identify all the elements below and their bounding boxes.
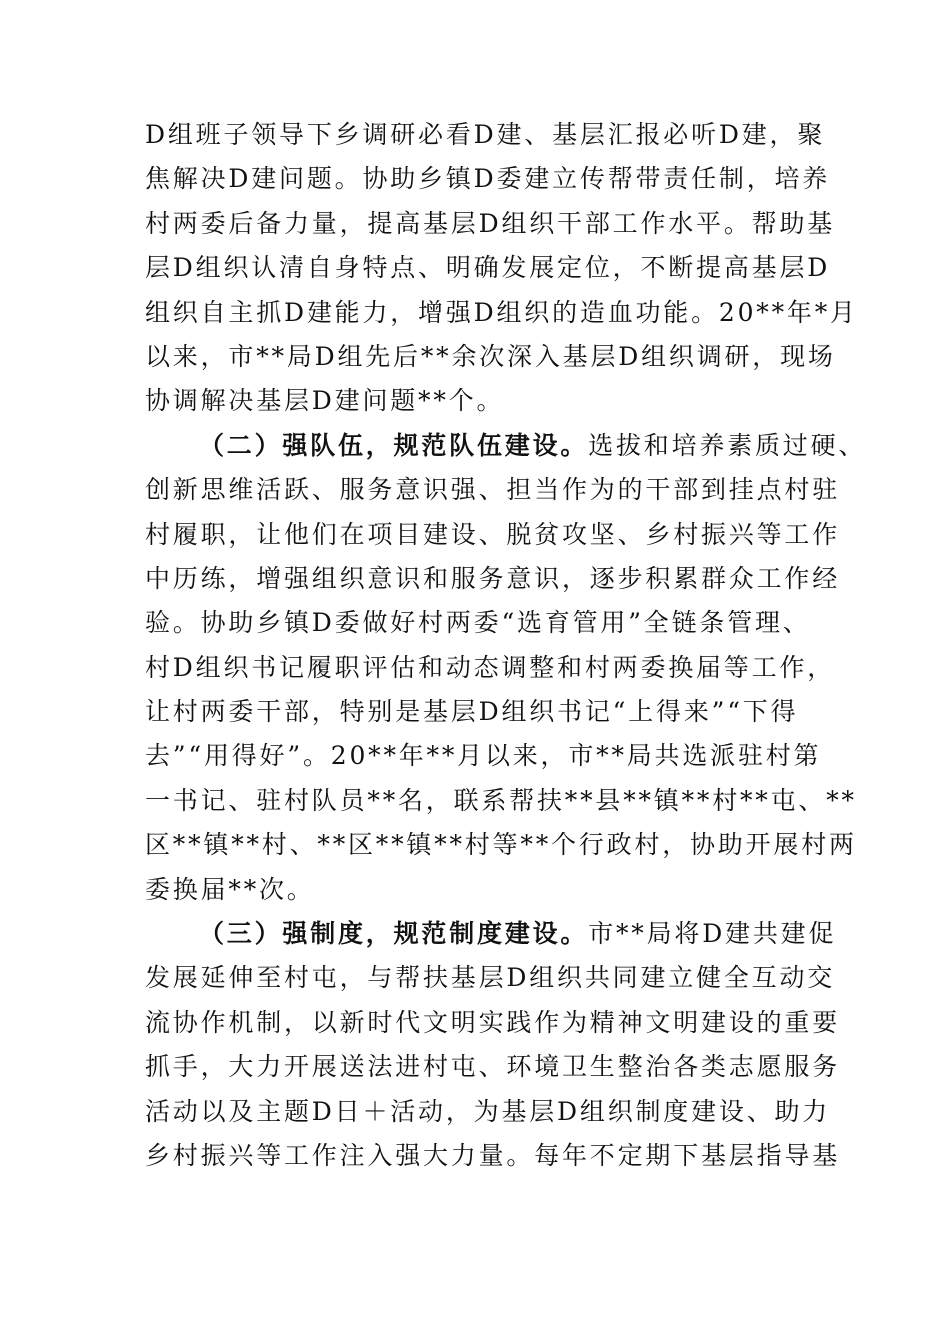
paragraph-line: D组班子领导下乡调研必看D建、基层汇报必听D建，聚 <box>145 120 826 149</box>
paragraph-line: 创新思维活跃、服务意识强、担当作为的干部到挂点村驻 <box>145 475 841 505</box>
paragraph-line: 村两委后备力量，提高基层D组织干部工作水平。帮助基 <box>145 208 836 238</box>
paragraph-line: 以来，市**局D组先后**余次深入基层D组织调研，现场 <box>145 341 836 371</box>
paragraph-line: 活动以及主题D日＋活动，为基层D组织制度建设、助力 <box>145 1096 831 1126</box>
paragraph-line: 让村两委干部，特别是基层D组织书记“上得来”“下得 <box>145 697 799 727</box>
paragraph-line: 协调解决基层D建问题**个。 <box>145 386 505 416</box>
paragraph-line: 乡村振兴等工作注入强大力量。每年不定期下基层指导基 <box>145 1140 841 1170</box>
paragraph-line: 组织自主抓D建能力，增强D组织的造血功能。20**年*月 <box>145 297 858 327</box>
document-body <box>145 113 867 1178</box>
paragraph-line: 区**镇**村、**区**镇**村等**个行政村，协助开展村两 <box>145 830 857 860</box>
section-2-heading: （二）强队伍，规范队伍建设。 <box>199 430 589 460</box>
paragraph-line: 委换届**次。 <box>145 874 315 904</box>
section-3-first-line-text: 市**局将D建共建促 <box>588 919 837 949</box>
paragraph-line: 去”“用得好”。20**年**月以来，市**局共选派驻村第 <box>145 741 822 771</box>
section-3-heading: （三）强制度，规范制度建设。 <box>199 919 589 949</box>
paragraph-line: 发展延伸至村屯，与帮扶基层D组织共同建立健全互动交 <box>145 963 836 993</box>
paragraph-line: 一书记、驻村队员**名，联系帮扶**县**镇**村**屯、** <box>145 785 857 815</box>
paragraph-line: 村履职，让他们在项目建设、脱贫攻坚、乡村振兴等工作 <box>145 519 841 549</box>
section-3-first-line <box>145 912 837 956</box>
paragraph-line: 村D组织书记履职评估和动态调整和村两委换届等工作， <box>145 652 836 682</box>
paragraph-line: 流协作机制，以新时代文明实践作为精神文明建设的重要 <box>145 1007 841 1037</box>
paragraph-line: 中历练，增强组织意识和服务意识，逐步积累群众工作经 <box>145 563 841 593</box>
section-2-first-line-text: 选拔和培养素质过硬、 <box>588 430 867 460</box>
paragraph-line: 验。协助乡镇D委做好村两委“选育管用”全链条管理、 <box>145 608 811 638</box>
paragraph-line: 焦解决D建问题。协助乡镇D委建立传帮带责任制，培养 <box>145 164 831 194</box>
paragraph-line: 抓手，大力开展送法进村屯、环境卫生整治各类志愿服务 <box>145 1052 841 1082</box>
paragraph-line: 层D组织认清自身特点、明确发展定位，不断提高基层D <box>145 253 831 283</box>
section-2-first-line <box>145 424 867 468</box>
